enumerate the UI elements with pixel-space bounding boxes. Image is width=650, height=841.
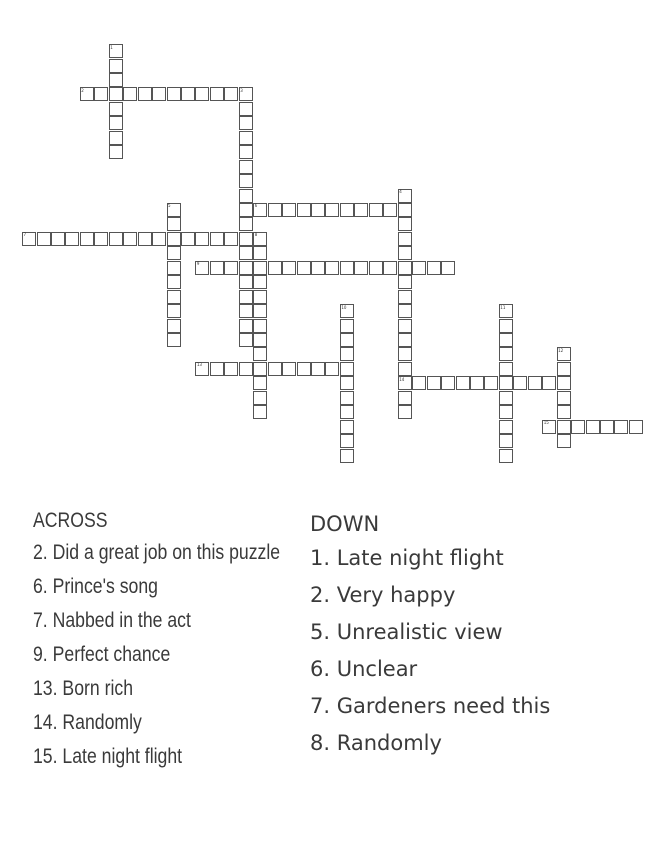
grid-cell[interactable] [109, 102, 123, 116]
grid-cell[interactable] [253, 275, 267, 289]
grid-cell[interactable] [297, 203, 311, 217]
grid-cell[interactable] [224, 261, 238, 275]
grid-cell[interactable] [340, 333, 354, 347]
grid-cell[interactable] [210, 232, 224, 246]
grid-cell[interactable] [340, 347, 354, 361]
grid-cell[interactable] [167, 246, 181, 260]
grid-cell[interactable] [268, 203, 282, 217]
grid-cell[interactable] [427, 376, 441, 390]
across-heading: ACROSS [33, 509, 108, 532]
grid-cell[interactable] [412, 261, 426, 275]
grid-cell[interactable] [354, 261, 368, 275]
grid-cell[interactable] [195, 87, 209, 101]
grid-cell[interactable] [109, 145, 123, 159]
down-clue-2: 2. Very happy [310, 583, 456, 607]
grid-cell[interactable] [239, 261, 253, 275]
grid-cell[interactable] [152, 87, 166, 101]
grid-cell[interactable] [239, 145, 253, 159]
grid-cell[interactable] [253, 261, 267, 275]
grid-cell[interactable] [311, 261, 325, 275]
grid-cell[interactable] [167, 261, 181, 275]
grid-cell[interactable] [340, 362, 354, 376]
grid-cell[interactable] [167, 304, 181, 318]
grid-cell[interactable] [297, 261, 311, 275]
grid-cell[interactable] [80, 232, 94, 246]
grid-cell[interactable] [282, 203, 296, 217]
grid-cell[interactable] [181, 232, 195, 246]
grid-cell[interactable] [239, 290, 253, 304]
grid-cell[interactable] [210, 261, 224, 275]
grid-cell[interactable] [325, 362, 339, 376]
grid-cell[interactable] [210, 87, 224, 101]
grid-cell[interactable] [167, 232, 181, 246]
grid-number-label: 14 [399, 376, 405, 382]
grid-number-label: 13 [196, 362, 202, 368]
grid-cell[interactable] [167, 333, 181, 347]
grid-number-label: 3 [240, 87, 243, 93]
grid-cell[interactable] [383, 261, 397, 275]
grid-cell[interactable] [109, 87, 123, 101]
grid-cell[interactable] [239, 189, 253, 203]
grid-cell[interactable] [412, 376, 426, 390]
down-clue-1: 1. Late night flight [310, 546, 504, 570]
grid-cell[interactable] [441, 376, 455, 390]
grid-cell[interactable] [499, 362, 513, 376]
grid-cell[interactable] [239, 116, 253, 130]
grid-cell[interactable] [340, 376, 354, 390]
grid-cell[interactable] [253, 290, 267, 304]
grid-cell[interactable] [239, 362, 253, 376]
grid-cell[interactable] [484, 376, 498, 390]
grid-cell[interactable] [369, 261, 383, 275]
down-clue-7: 7. Gardeners need this [310, 694, 551, 718]
down-heading: DOWN [310, 512, 380, 536]
grid-cell[interactable] [499, 319, 513, 333]
grid-cell[interactable] [268, 261, 282, 275]
down-clue-5: 5. Unrealistic view [310, 620, 503, 644]
grid-cell[interactable] [528, 376, 542, 390]
grid-number-label: 11 [500, 304, 506, 310]
grid-cell[interactable] [239, 232, 253, 246]
grid-cell[interactable] [167, 87, 181, 101]
grid-cell[interactable] [499, 391, 513, 405]
grid-cell[interactable] [398, 246, 412, 260]
grid-cell[interactable] [253, 391, 267, 405]
grid-cell[interactable] [152, 232, 166, 246]
grid-cell[interactable] [253, 319, 267, 333]
across-clue-15: 15. Late night flight [33, 745, 183, 768]
grid-number-label: 12 [558, 347, 564, 353]
grid-cell[interactable] [138, 232, 152, 246]
grid-number-label: 9 [196, 261, 200, 267]
grid-cell[interactable] [37, 232, 51, 246]
grid-cell[interactable] [167, 290, 181, 304]
across-clue-7: 7. Nabbed in the act [33, 609, 191, 632]
grid-cell[interactable] [513, 376, 527, 390]
grid-cell[interactable] [340, 420, 354, 434]
grid-cell[interactable] [340, 405, 354, 419]
grid-cell[interactable] [181, 87, 195, 101]
grid-cell[interactable] [123, 232, 137, 246]
grid-cell[interactable] [383, 203, 397, 217]
grid-cell[interactable] [600, 420, 614, 434]
grid-cell[interactable] [354, 203, 368, 217]
grid-cell[interactable] [239, 217, 253, 231]
grid-cell[interactable] [253, 362, 267, 376]
grid-number-label: 8 [254, 232, 258, 238]
grid-cell[interactable] [340, 434, 354, 448]
grid-cell[interactable] [571, 420, 585, 434]
grid-number-label: 4 [399, 189, 402, 194]
grid-cell[interactable] [499, 333, 513, 347]
grid-cell[interactable] [499, 420, 513, 434]
grid-cell[interactable] [470, 376, 484, 390]
grid-cell[interactable] [499, 376, 513, 390]
grid-cell[interactable] [167, 217, 181, 231]
grid-cell[interactable] [65, 232, 79, 246]
grid-cell[interactable] [614, 420, 628, 434]
grid-cell[interactable] [239, 160, 253, 174]
grid-number-label: 2 [81, 87, 84, 93]
grid-cell[interactable] [325, 203, 339, 217]
grid-cell[interactable] [340, 391, 354, 405]
grid-cell[interactable] [398, 347, 412, 361]
grid-cell[interactable] [123, 87, 137, 101]
grid-cell[interactable] [210, 362, 224, 376]
grid-number-label: 7 [23, 232, 27, 238]
grid-cell[interactable] [557, 405, 571, 419]
grid-cell[interactable] [427, 261, 441, 275]
grid-cell[interactable] [239, 333, 253, 347]
grid-cell[interactable] [239, 319, 253, 333]
grid-cell[interactable] [239, 131, 253, 145]
grid-cell[interactable] [557, 376, 571, 390]
grid-cell[interactable] [340, 449, 354, 463]
grid-cell[interactable] [224, 87, 238, 101]
grid-cell[interactable] [109, 232, 123, 246]
grid-number-label: 6 [254, 203, 258, 209]
grid-cell[interactable] [398, 362, 412, 376]
grid-cell[interactable] [109, 131, 123, 145]
across-clue-2: 2. Did a great job on this puzzle [33, 541, 281, 564]
grid-cell[interactable] [253, 246, 267, 260]
grid-cell[interactable] [268, 362, 282, 376]
grid-cell[interactable] [51, 232, 65, 246]
across-clues [33, 506, 280, 774]
grid-cell[interactable] [441, 261, 455, 275]
grid-cell[interactable] [398, 290, 412, 304]
grid-cell[interactable] [94, 232, 108, 246]
grid-number-label: 5 [168, 203, 171, 209]
grid-cell[interactable] [542, 376, 556, 390]
grid-cell[interactable] [94, 87, 108, 101]
grid-cell[interactable] [224, 232, 238, 246]
grid-cell[interactable] [239, 304, 253, 318]
grid-cell[interactable] [398, 232, 412, 246]
grid-cell[interactable] [586, 420, 600, 434]
grid-cell[interactable] [239, 246, 253, 260]
across-clue-13: 13. Born rich [33, 677, 134, 700]
grid-cell[interactable] [340, 261, 354, 275]
across-clue-6: 6. Prince's song [33, 575, 158, 598]
grid-cell[interactable] [557, 391, 571, 405]
grid-cell[interactable] [398, 217, 412, 231]
grid-cell[interactable] [629, 420, 643, 434]
across-clue-14: 14. Randomly [33, 711, 142, 734]
grid-cell[interactable] [398, 304, 412, 318]
grid-cell[interactable] [253, 405, 267, 419]
down-clue-8: 8. Randomly [310, 731, 442, 755]
grid-cell[interactable] [557, 434, 571, 448]
down-clues [310, 508, 550, 762]
grid-cell[interactable] [557, 420, 571, 434]
grid-cell[interactable] [369, 203, 383, 217]
grid-cell[interactable] [499, 347, 513, 361]
down-clue-6: 6. Unclear [310, 657, 418, 681]
grid-cell[interactable] [239, 275, 253, 289]
grid-cell[interactable] [282, 261, 296, 275]
grid-cell[interactable] [311, 203, 325, 217]
grid-cell[interactable] [311, 362, 325, 376]
grid-cell[interactable] [499, 449, 513, 463]
grid-cell[interactable] [195, 232, 209, 246]
grid-cell[interactable] [138, 87, 152, 101]
grid-cell[interactable] [224, 362, 238, 376]
grid-cell[interactable] [109, 59, 123, 73]
grid-cell[interactable] [456, 376, 470, 390]
grid-cell[interactable] [340, 319, 354, 333]
grid-cell[interactable] [398, 333, 412, 347]
across-clue-9: 9. Perfect chance [33, 643, 171, 666]
grid-cell[interactable] [109, 73, 123, 87]
grid-cell[interactable] [499, 405, 513, 419]
grid-cell[interactable] [109, 116, 123, 130]
grid-number-label: 10 [341, 304, 347, 310]
grid-cell[interactable] [297, 362, 311, 376]
grid-cell[interactable] [340, 203, 354, 217]
grid-cell[interactable] [239, 174, 253, 188]
grid-cell[interactable] [398, 391, 412, 405]
grid-cell[interactable] [239, 203, 253, 217]
grid-cell[interactable] [398, 319, 412, 333]
grid-cell[interactable] [398, 203, 412, 217]
grid-cell[interactable] [253, 376, 267, 390]
grid-cell[interactable] [282, 362, 296, 376]
grid-cell[interactable] [167, 275, 181, 289]
grid-cell[interactable] [398, 261, 412, 275]
grid-cell[interactable] [398, 275, 412, 289]
grid-cell[interactable] [325, 261, 339, 275]
grid-number-label: 1 [110, 44, 113, 50]
grid-cell[interactable] [167, 319, 181, 333]
grid-number-label: 15 [543, 420, 549, 426]
grid-cell[interactable] [253, 347, 267, 361]
grid-cell[interactable] [253, 333, 267, 347]
grid-cell[interactable] [398, 405, 412, 419]
grid-cell[interactable] [557, 362, 571, 376]
grid-cell[interactable] [253, 304, 267, 318]
grid-cell[interactable] [239, 102, 253, 116]
grid-cell[interactable] [499, 434, 513, 448]
